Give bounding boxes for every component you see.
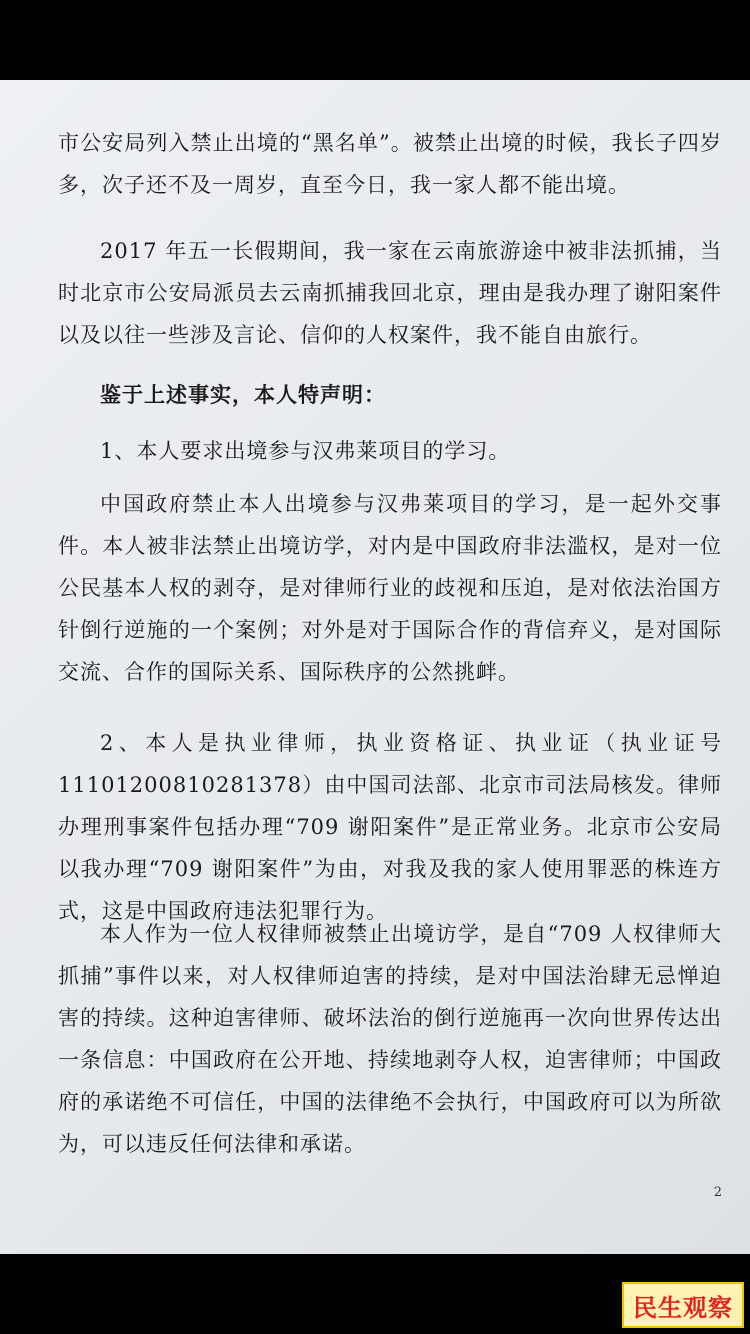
paragraph-item-2: 2、本人是执业律师，执业资格证、执业证（执业证号 11101200810281378）由中国司法部、北京市司法局核发。律师办理刑事案件包括办理“709 谢阳案件”是正常业务。北京市公安局以我办理“709 谢阳案件”为由，对我及我的家人使用罪恶的株连方式，这是中国政府违法犯罪行为。: [58, 731, 722, 923]
paragraph-1: 市公安局列入禁止出境的“黑名单”。被禁止出境的时候，我长子四岁多，次子还不及一周岁，直至今日，我一家人都不能出境。: [58, 131, 722, 197]
paragraph-4: 本人作为一位人权律师被禁止出境访学，是自“709 人权律师大抓捕”事件以来，对人权律师迫害的持续，是对中国法治肆无忌惮迫害的持续。这种迫害律师、破坏法治的倒行逆施再一次向世界传达出一条信息：中国政府在公开地、持续地剥夺人权，迫害律师；中国政府的承诺绝不可信任，中国的法律绝不会执行，中国政府可以为所欲为，可以违反任何法律和承诺。: [58, 922, 722, 1156]
document-page: [0, 80, 750, 1254]
watermark-logo: 民生观察: [622, 1282, 744, 1328]
paragraph-item-1: 1、本人要求出境参与汉弗莱项目的学习。: [100, 439, 511, 463]
paragraph-2: 2017 年五一长假期间，我一家在云南旅游途中被非法抓捕，当时北京市公安局派员去云南抓捕我回北京，理由是我办理了谢阳案件以及以往一些涉及言论、信仰的人权案件，我不能自由旅行。: [58, 239, 722, 347]
page-number: 2: [713, 1185, 722, 1200]
paragraph-heading: 鉴于上述事实，本人特声明：: [100, 382, 386, 407]
paragraph-3: 中国政府禁止本人出境参与汉弗莱项目的学习，是一起外交事件。本人被非法禁止出境访学，对内是中国政府非法滥权，是对一位公民基本人权的剥夺，是对律师行业的歧视和压迫，是对依法治国方针倒行逆施的一个案例；对外是对于国际合作的背信弃义，是对国际交流、合作的国际关系、国际秩序的公然挑衅。: [58, 492, 722, 684]
